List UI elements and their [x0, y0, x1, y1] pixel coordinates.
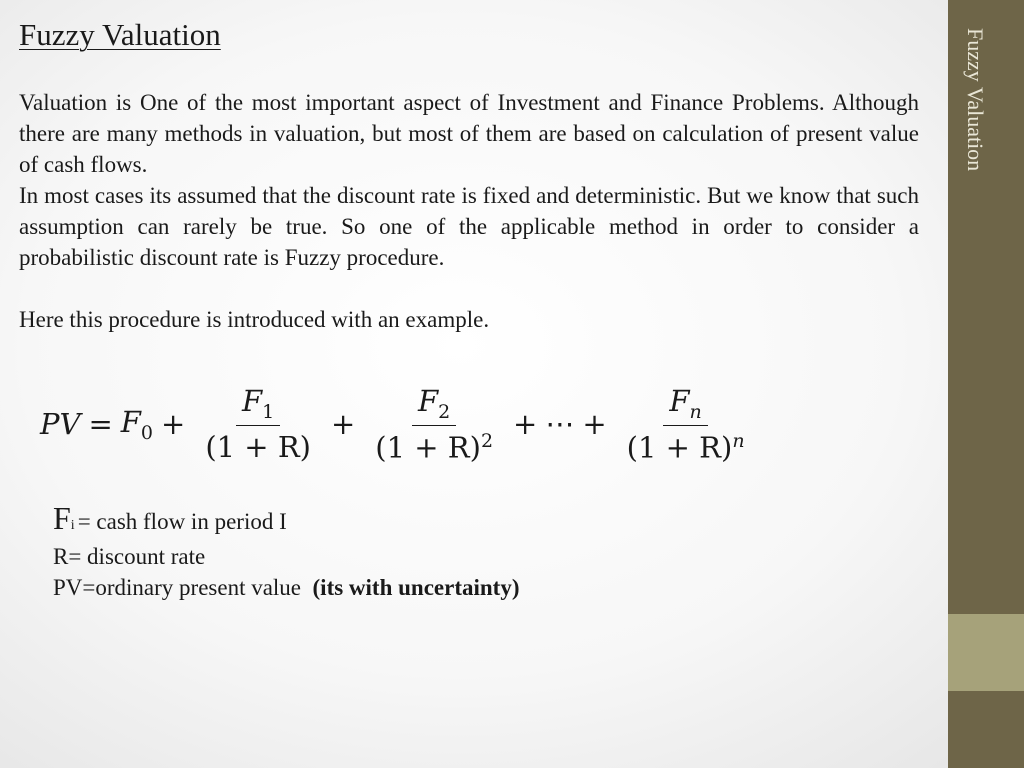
formula-equals: =: [88, 407, 113, 441]
fraction-1: [199, 384, 317, 464]
formula-plus-1: +: [161, 407, 186, 441]
fraction-n-numerator: $F_n$: [663, 384, 707, 426]
definition-r: R= discount rate: [53, 544, 206, 569]
variable-definitions: [53, 500, 520, 603]
paragraph-example: Here this procedure is introduced with an example.: [19, 307, 490, 332]
formula-plus-3: +: [513, 407, 538, 441]
definition-fi: Fi = cash flow in period I: [53, 500, 287, 536]
formula-pv: PV: [40, 407, 81, 441]
fraction-2: [369, 384, 499, 464]
sidebar: [948, 0, 1024, 768]
fraction-n-denominator: $(1 + R)^n$: [626, 429, 745, 465]
sidebar-accent-block: [948, 614, 1024, 691]
present-value-formula: [40, 374, 757, 474]
fraction-1-numerator: $F_1$: [236, 384, 280, 426]
fraction-n: [621, 384, 751, 464]
paragraph-discount-rate: In most cases its assumed that the discount rate is fixed and deterministic. But we know that such assumption can rarely be true. So one of the applicable method in order to consider a probabilistic discount rate is Fuzzy procedure.: [19, 183, 919, 270]
formula-f0: $F_0$: [120, 404, 153, 444]
fraction-2-numerator: $F_2$: [412, 384, 456, 426]
slide-title: Fuzzy Valuation: [19, 17, 221, 52]
paragraph-gap: [19, 273, 919, 304]
paragraph-valuation: Valuation is One of the most important aspect of Investment and Finance Problems. Although there are many methods in valuation, but most of them are based on calculation of present value of cash flows.: [19, 90, 919, 177]
definition-pv: PV=ordinary present value (its with uncertainty): [53, 575, 520, 600]
sidebar-vertical-title: Fuzzy Valuation: [963, 28, 988, 172]
fraction-1-denominator: (1 + R): [205, 429, 311, 464]
body-text: [19, 87, 919, 335]
fraction-2-denominator: $(1 + R)^2$: [375, 429, 494, 465]
uncertainty-note: (its with uncertainty): [312, 575, 520, 600]
formula-plus-4: +: [582, 407, 607, 441]
formula-plus-2: +: [330, 407, 356, 441]
formula-ellipsis: ⋯: [545, 407, 575, 441]
